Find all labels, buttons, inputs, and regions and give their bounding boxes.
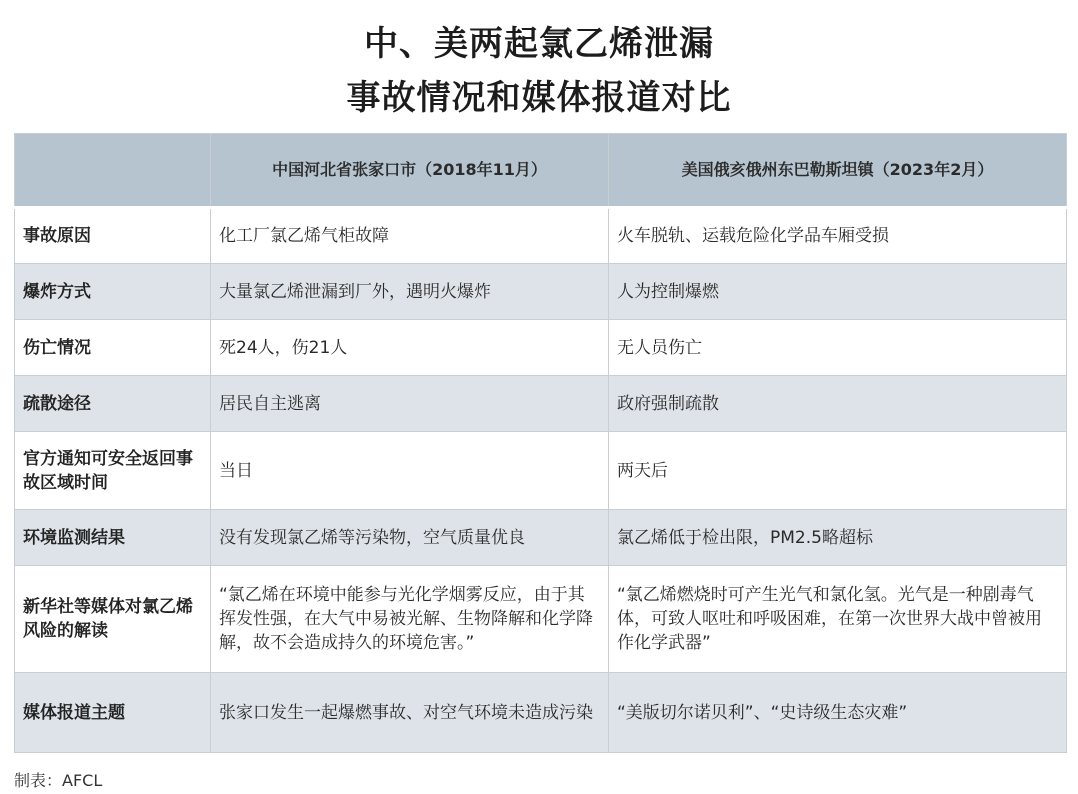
row-label: 事故原因 (15, 208, 211, 264)
row-label: 官方通知可安全返回事故区域时间 (15, 432, 211, 510)
table-credit: 制表：AFCL (14, 771, 103, 790)
comparison-table (14, 133, 1067, 753)
header-china: 中国河北省张家口市（2018年11月） (211, 134, 609, 208)
table-row (15, 376, 1067, 432)
cell-usa: “美版切尔诺贝利”、“史诗级生态灾难” (609, 673, 1067, 753)
table-header-row (15, 134, 1067, 208)
cell-usa: “氯乙烯燃烧时可产生光气和氯化氢。光气是一种剧毒气体，可致人呕吐和呼吸困难，在第一次世界大战中曾被用作化学武器” (609, 566, 1067, 673)
cell-china: 张家口发生一起爆燃事故、对空气环境未造成污染 (211, 673, 609, 753)
table-row (15, 432, 1067, 510)
table-row (15, 264, 1067, 320)
cell-china: “氯乙烯在环境中能参与光化学烟雾反应，由于其挥发性强，在大气中易被光解、生物降解和化学降解，故不会造成持久的环境危害。” (211, 566, 609, 673)
cell-usa: 政府强制疏散 (609, 376, 1067, 432)
table-row (15, 673, 1067, 753)
table-row (15, 208, 1067, 264)
table-row (15, 510, 1067, 566)
cell-china: 居民自主逃离 (211, 376, 609, 432)
page-title-line-2: 事故情况和媒体报道对比 (346, 78, 732, 118)
row-label: 新华社等媒体对氯乙烯风险的解读 (15, 566, 211, 673)
row-label: 环境监测结果 (15, 510, 211, 566)
row-label: 爆炸方式 (15, 264, 211, 320)
header-usa: 美国俄亥俄州东巴勒斯坦镇（2023年2月） (609, 134, 1067, 208)
page-title-line-1: 中、美两起氯乙烯泄漏 (364, 24, 714, 64)
cell-china: 当日 (211, 432, 609, 510)
header-corner (15, 134, 211, 208)
cell-usa: 人为控制爆燃 (609, 264, 1067, 320)
row-label: 媒体报道主题 (15, 673, 211, 753)
cell-china: 化工厂氯乙烯气柜故障 (211, 208, 609, 264)
cell-usa: 氯乙烯低于检出限，PM2.5略超标 (609, 510, 1067, 566)
cell-usa: 火车脱轨、运载危险化学品车厢受损 (609, 208, 1067, 264)
cell-china: 大量氯乙烯泄漏到厂外，遇明火爆炸 (211, 264, 609, 320)
cell-usa: 两天后 (609, 432, 1067, 510)
cell-china: 没有发现氯乙烯等污染物，空气质量优良 (211, 510, 609, 566)
table-row (15, 320, 1067, 376)
cell-usa: 无人员伤亡 (609, 320, 1067, 376)
row-label: 伤亡情况 (15, 320, 211, 376)
row-label: 疏散途径 (15, 376, 211, 432)
cell-china: 死24人，伤21人 (211, 320, 609, 376)
table-row (15, 566, 1067, 673)
